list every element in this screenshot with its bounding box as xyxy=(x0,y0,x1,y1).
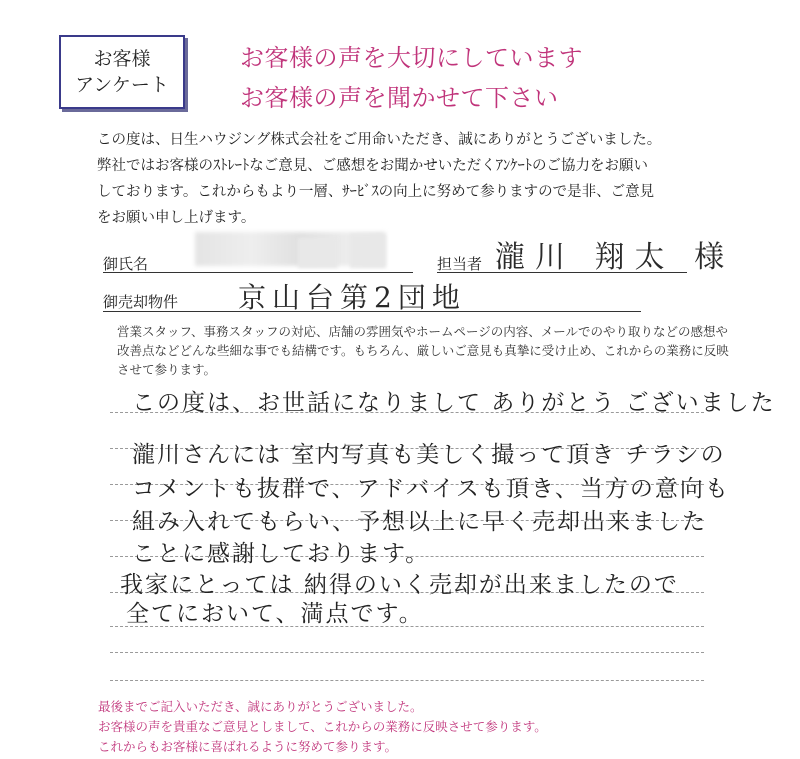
survey-title-line1: お客様 xyxy=(93,48,151,70)
intro-line: しております。これからもより一層、ｻｰﾋﾞｽの向上に努めて参りますので是非、ご意見 xyxy=(97,184,655,200)
survey-title-line2: アンケート xyxy=(75,74,169,96)
redacted-name-part xyxy=(298,238,338,268)
headline-2: お客様の声を聞かせて下さい xyxy=(240,84,559,112)
footer-line: お客様の声を貴重なご意見としまして、これからの業務に反映させて参ります。 xyxy=(98,719,547,734)
ruled-line xyxy=(110,680,704,681)
name-underline xyxy=(103,272,413,273)
comment-line: 瀧川さんには 室内写真も美しく撮って頂き チラシの xyxy=(132,442,726,468)
comment-line: コメントも抜群で、アドバイスも頂き、当方の意向も xyxy=(132,476,730,502)
property-underline xyxy=(103,311,641,312)
note-line: 営業スタッフ、事務スタッフの対応、店舗の雰囲気やホームページの内容、メールでのやり取りなどの感想や xyxy=(117,324,729,339)
intro-line: 弊社ではお客様のｽﾄﾚｰﾄなご意見、ご感想をお聞かせいただくｱﾝｹｰﾄのご協力をお願い xyxy=(97,158,648,174)
intro-line: をお願い申し上げます。 xyxy=(97,210,256,226)
instruction-note xyxy=(117,322,737,379)
footer-line: これからもお客様に喜ばれるように努めて参ります。 xyxy=(98,739,398,754)
ruled-line xyxy=(110,652,704,653)
footer-text xyxy=(98,697,738,757)
redacted-name-part xyxy=(350,234,386,268)
comment-line: 全てにおいて、満点です。 xyxy=(126,601,424,627)
property-label: 御売却物件 xyxy=(103,293,179,311)
note-line: させて参ります。 xyxy=(117,362,217,377)
comment-line: 我家にとっては 納得のいく売却が出来ましたので xyxy=(120,572,679,598)
comment-line: ことに感謝しております。 xyxy=(132,541,431,567)
staff-underline xyxy=(437,272,687,273)
name-label: 御氏名 xyxy=(103,255,149,273)
headline-1: お客様の声を大切にしています xyxy=(240,44,583,72)
note-line: 改善点などどんな些細な事でも結構です。もちろん、厳しいご意見も真摯に受け止め、これからの業務に反映 xyxy=(117,343,729,358)
intro-line: この度は、日生ハウジング株式会社をご用命いただき、誠にありがとうございました。 xyxy=(97,132,662,148)
staff-name: 瀧川 翔太 様 xyxy=(495,240,735,275)
comment-line: この度は、お世話になりまして ありがとう ございました xyxy=(132,390,776,416)
staff-label: 担当者 xyxy=(437,255,483,273)
comment-line: 組み入れてもらい、予想以上に早く売却出来ました xyxy=(132,509,707,535)
property-name: 京山台第2団地 xyxy=(238,281,466,314)
footer-line: 最後までご記入いただき、誠にありがとうございました。 xyxy=(98,699,423,714)
intro-text xyxy=(97,127,737,231)
survey-title-box xyxy=(59,35,185,109)
